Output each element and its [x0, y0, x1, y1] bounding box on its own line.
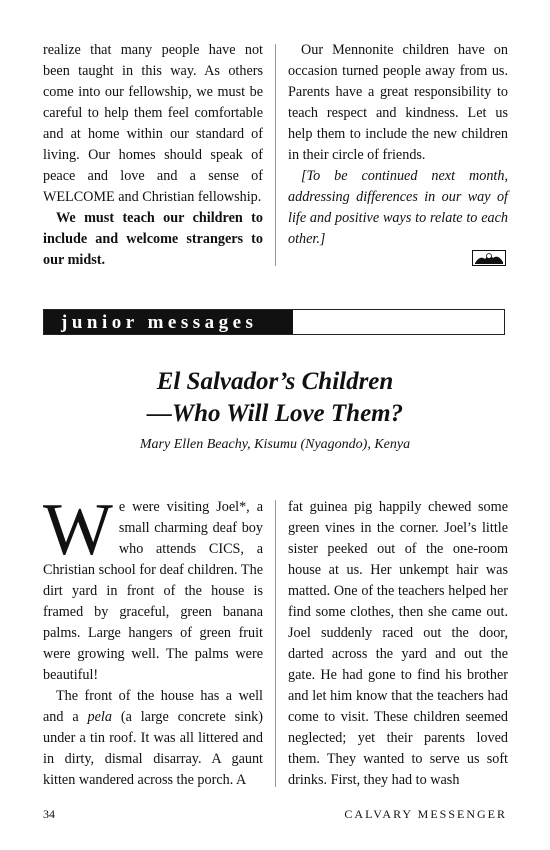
page-number: 34: [43, 807, 55, 821]
article-title-line1: El Salvador’s Children: [156, 368, 394, 395]
article-column-right: [288, 497, 508, 791]
body-paragraph: fat guinea pig happily chewed some green vines in the corner. Joel’s little sister peeked out of the one-room house at us. Her unkempt hair was matted. One of the teachers helped her find some clothes, then she came out. Joel suddenly raced out the door, darted across the yard and out the gate. He had gone to find his brother and let him know that the teachers had come to visit. These children seemed neglected; yet their parents loved them. They wanted to serve us soft drinks. First, they had to wash: [288, 499, 508, 788]
continued-column-right: [288, 40, 508, 250]
section-banner: [43, 309, 505, 335]
article-title-line2: —Who Will Love Them?: [146, 400, 404, 427]
italic-term: pela: [87, 709, 112, 725]
article-byline: Mary Ellen Beachy, Kisumu (Nyagondo), Kenya: [139, 437, 411, 452]
drop-cap: W: [43, 489, 113, 571]
body-paragraph: [43, 686, 263, 791]
paragraph-text: e were visiting Joel*, a small charming deaf boy who attends CICS, a Christian school for deaf children. The dirt yard in front of the house is framed by graceful, green banana palms. Large hangers of green fruit were growing well. The palms were beautiful!: [43, 499, 263, 683]
column-divider: [275, 500, 276, 787]
article-column-left: [43, 489, 263, 791]
continuation-note: [To be continued next month, addressing differences in our way of life and positive ways to relate to each other.]: [288, 168, 508, 247]
section-banner-label: junior messages: [44, 310, 293, 334]
continued-column-left: [43, 40, 263, 271]
emphasis-paragraph: We must teach our children to include and welcome strangers to our midst.: [43, 210, 263, 268]
paragraph-text: The front of the house has a well and a: [43, 688, 263, 725]
publication-name: CALVARY MESSENGER: [344, 807, 507, 821]
paragraph-text: (a large concrete sink) under a tin roof. It was all littered and in dirty, dismal disarray. A gaunt kitten wandered across the porch. A: [43, 709, 263, 788]
column-divider: [275, 44, 276, 266]
body-paragraph: realize that many people have not been taught in this way. As others come into our fellowship, we must be careful to help them feel comfortable and at home within our standard of living. Our homes should speak of peace and love and a sense of WELCOME and Christian fellowship.: [43, 42, 263, 205]
body-paragraph: Our Mennonite children have on occasion turned people away from us. Parents have a great responsibility to teach respect and kindness. Let us help them to include the new children in their circle of friends.: [288, 42, 508, 163]
end-of-article-icon: [472, 250, 506, 266]
body-paragraph: [43, 489, 263, 686]
